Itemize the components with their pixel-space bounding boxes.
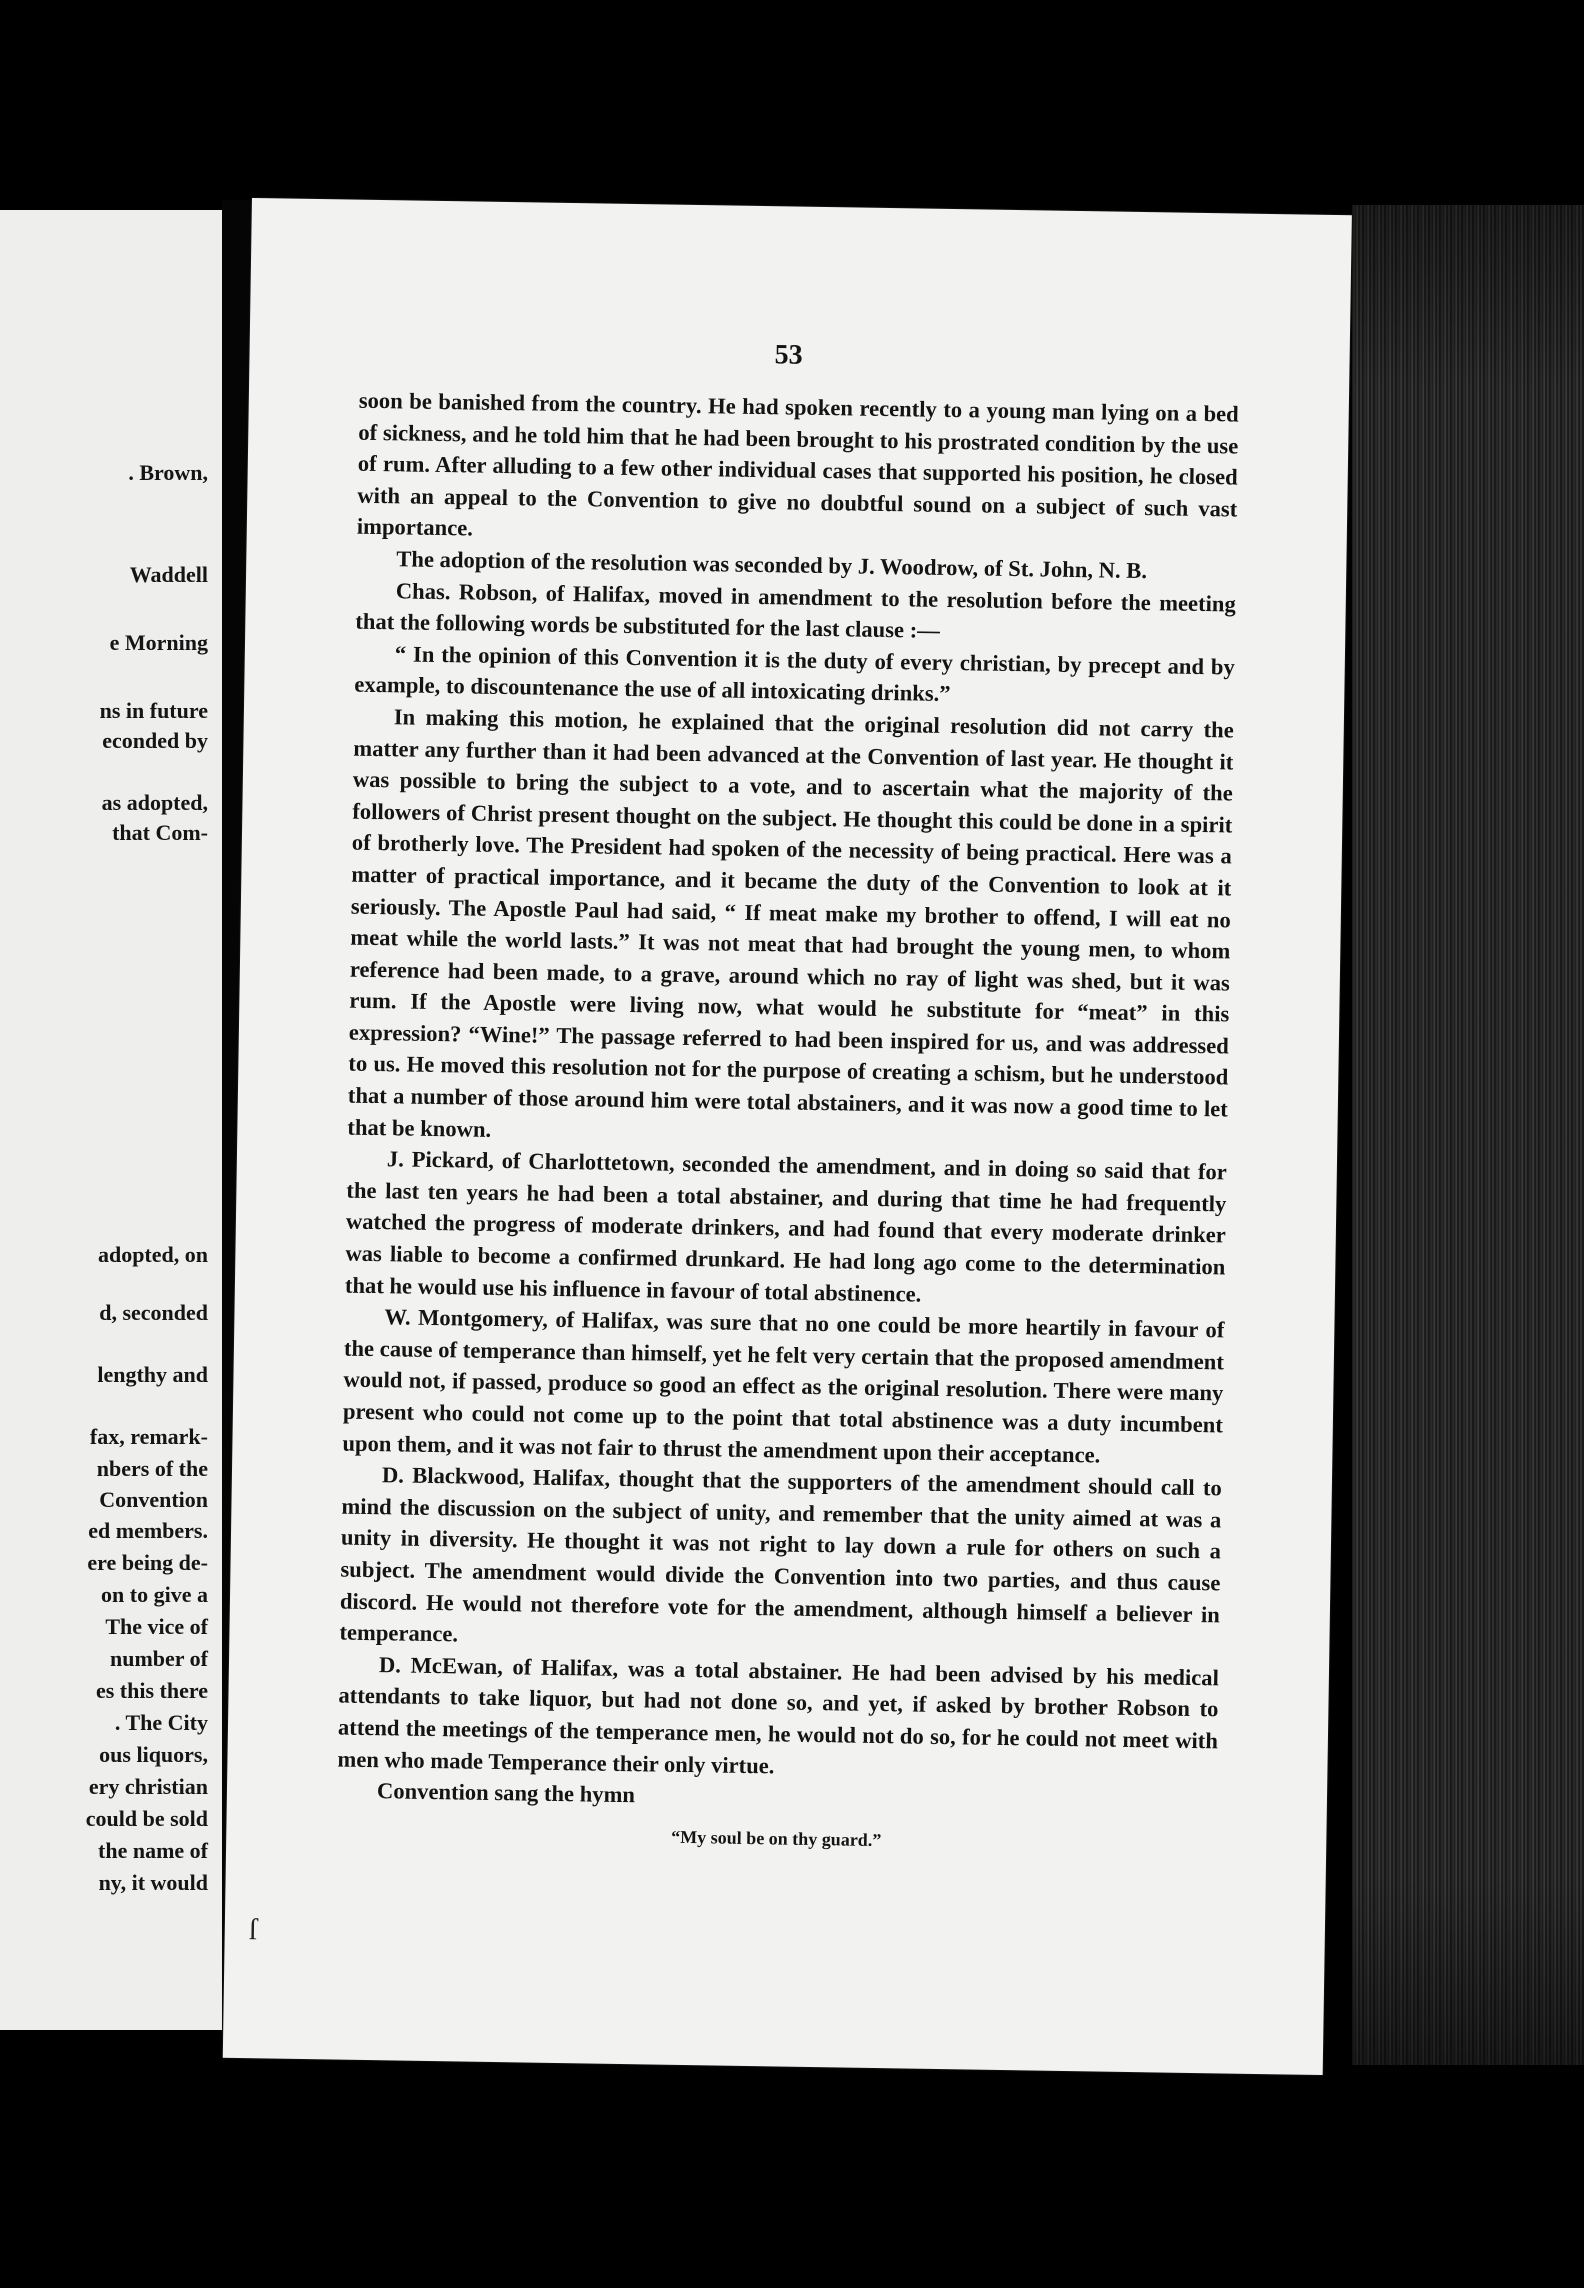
paragraph: soon be banished from the country. He had spoken recently to a young man lying on a bed of sickness, and he told him that he had been brought to his prostrated condition by the use of rum. After alluding to a few other individual cases that supported his position, he closed with an appeal to the Convention to give no doubtful sound on a subject of such vast importance. [356, 387, 1239, 541]
left-fragment: ns in future [99, 698, 208, 723]
facing-page-left [0, 210, 222, 2030]
quoted-amendment: “ In the opinion of this Convention it is the duty of every christian, by precept and by example, to discountenance the use of all intoxicating drinks.” [354, 641, 1235, 707]
left-fragment: d, seconded [99, 1300, 208, 1325]
left-fragment: ous liquors, [99, 1742, 208, 1767]
book-page [223, 198, 1352, 2075]
left-fragment: Convention [99, 1487, 208, 1512]
paragraph: D. Blackwood, Halifax, thought that the supporters of the amendment should call to mind the discussion on the subject of unity, and remember that the unity aimed at was a unity in diversity. He thought it was not right to lay down a rule for others on such a subject. The amendment would divide the Convention into two parties, and thus cause discord. He would not therefore vote for the amendment, although himself a believer in temperance. [339, 1462, 1223, 1647]
left-fragment: Waddell [129, 562, 208, 587]
left-fragment: ere being de- [87, 1550, 208, 1575]
paragraph: Convention sang the hymn [376, 1778, 636, 1808]
paragraph: The adoption of the resolution was seconded by J. Woodrow, of St. John, N. B. [396, 546, 1148, 584]
paragraph: J. Pickard, of Charlottetown, seconded the amendment, and in doing so said that for the last ten years he had been a total abstainer, and during that time he had frequently watched the progress of moderate drinkers, and had found that every moderate drinker was liable to become a confirmed drunkard. He had long ago come to the determination that he would use his influence in favour of total abstinence. [344, 1146, 1228, 1307]
left-fragment: . Brown, [128, 460, 208, 485]
paragraph: W. Montgomery, of Halifax, was sure that no one could be more heartily in favour of the cause of temperance than himself, yet he felt very certain that the proposed amendment would not, if passed, produce so good an effect as the original resolution. There were many present who could not come up to the point that total abstinence was a duty incumbent upon them, and it was not fair to thrust the amendment upon their acceptance. [342, 1304, 1225, 1468]
paragraph: Chas. Robson, of Halifax, moved in amendment to the resolution before the meeting that the following words be substituted for the last clause :— [355, 577, 1236, 644]
book-page-edges [1352, 205, 1584, 2065]
left-fragment: that Com- [112, 820, 208, 845]
left-fragment: adopted, on [97, 1242, 208, 1267]
left-fragment: could be sold [85, 1806, 208, 1831]
paragraph: In making this motion, he explained that the original resolution did not carry the matter any further than it had been advanced at the Convention of last year. He thought it was possible to bring the subject to a vote, and to ascertain what the majority of the followers of Christ present thought on the subject. He thought this could be done in a spirit of brotherly love. The President had spoken of the necessity of being practical. Here was a matter of practical importance, and it became the duty of the Convention to look at it seriously. The Apostle Paul had said, “ If meat make my brother to offend, I will eat no meat while the world lasts.” It was not meat that had brought the young men, to whom reference had been made, to a grave, around which no ray of light was shed, but it was rum. If the Apostle were living now, what would he substitute for “meat” in this expression? “Wine!” The passage referred to had been inspired for us, and was addressed to us. He moved this resolution not for the purpose of creating a schism, but he understood that a number of those around him were total abstainers, and it was now a good time to let that be known. [347, 704, 1234, 1142]
left-fragment: ery christian [88, 1774, 208, 1799]
left-fragment: fax, remark- [89, 1424, 208, 1449]
left-fragment: ed members. [88, 1518, 208, 1543]
left-fragment: the name of [98, 1838, 208, 1863]
left-fragment: lengthy and [97, 1362, 208, 1387]
left-fragment: on to give a [101, 1582, 208, 1607]
page-number: 53 [774, 339, 803, 371]
left-fragment: The vice of [105, 1614, 208, 1639]
left-fragment: econded by [102, 728, 208, 753]
left-fragment: number of [110, 1646, 208, 1671]
hymn-title: “My soul be on thy guard.” [671, 1826, 882, 1850]
left-fragment: as adopted, [101, 790, 208, 815]
left-fragment: . The City [114, 1710, 208, 1735]
pencil-mark: ſ [248, 1913, 258, 1947]
page-body [336, 385, 1239, 1862]
left-fragment: ny, it would [98, 1870, 208, 1895]
left-fragment: nbers of the [96, 1456, 208, 1481]
left-fragment: es this there [95, 1678, 208, 1703]
paragraph: D. McEwan, of Halifax, was a total abstainer. He had been advised by his medical attendants to take liquor, but had not done so, and yet, if asked by brother Robson to attend the meetings of the temperance men, he would not do so, for he could not meet with men who made Temperance their only virtue. [337, 1651, 1220, 1778]
left-fragment: e Morning [109, 630, 208, 655]
